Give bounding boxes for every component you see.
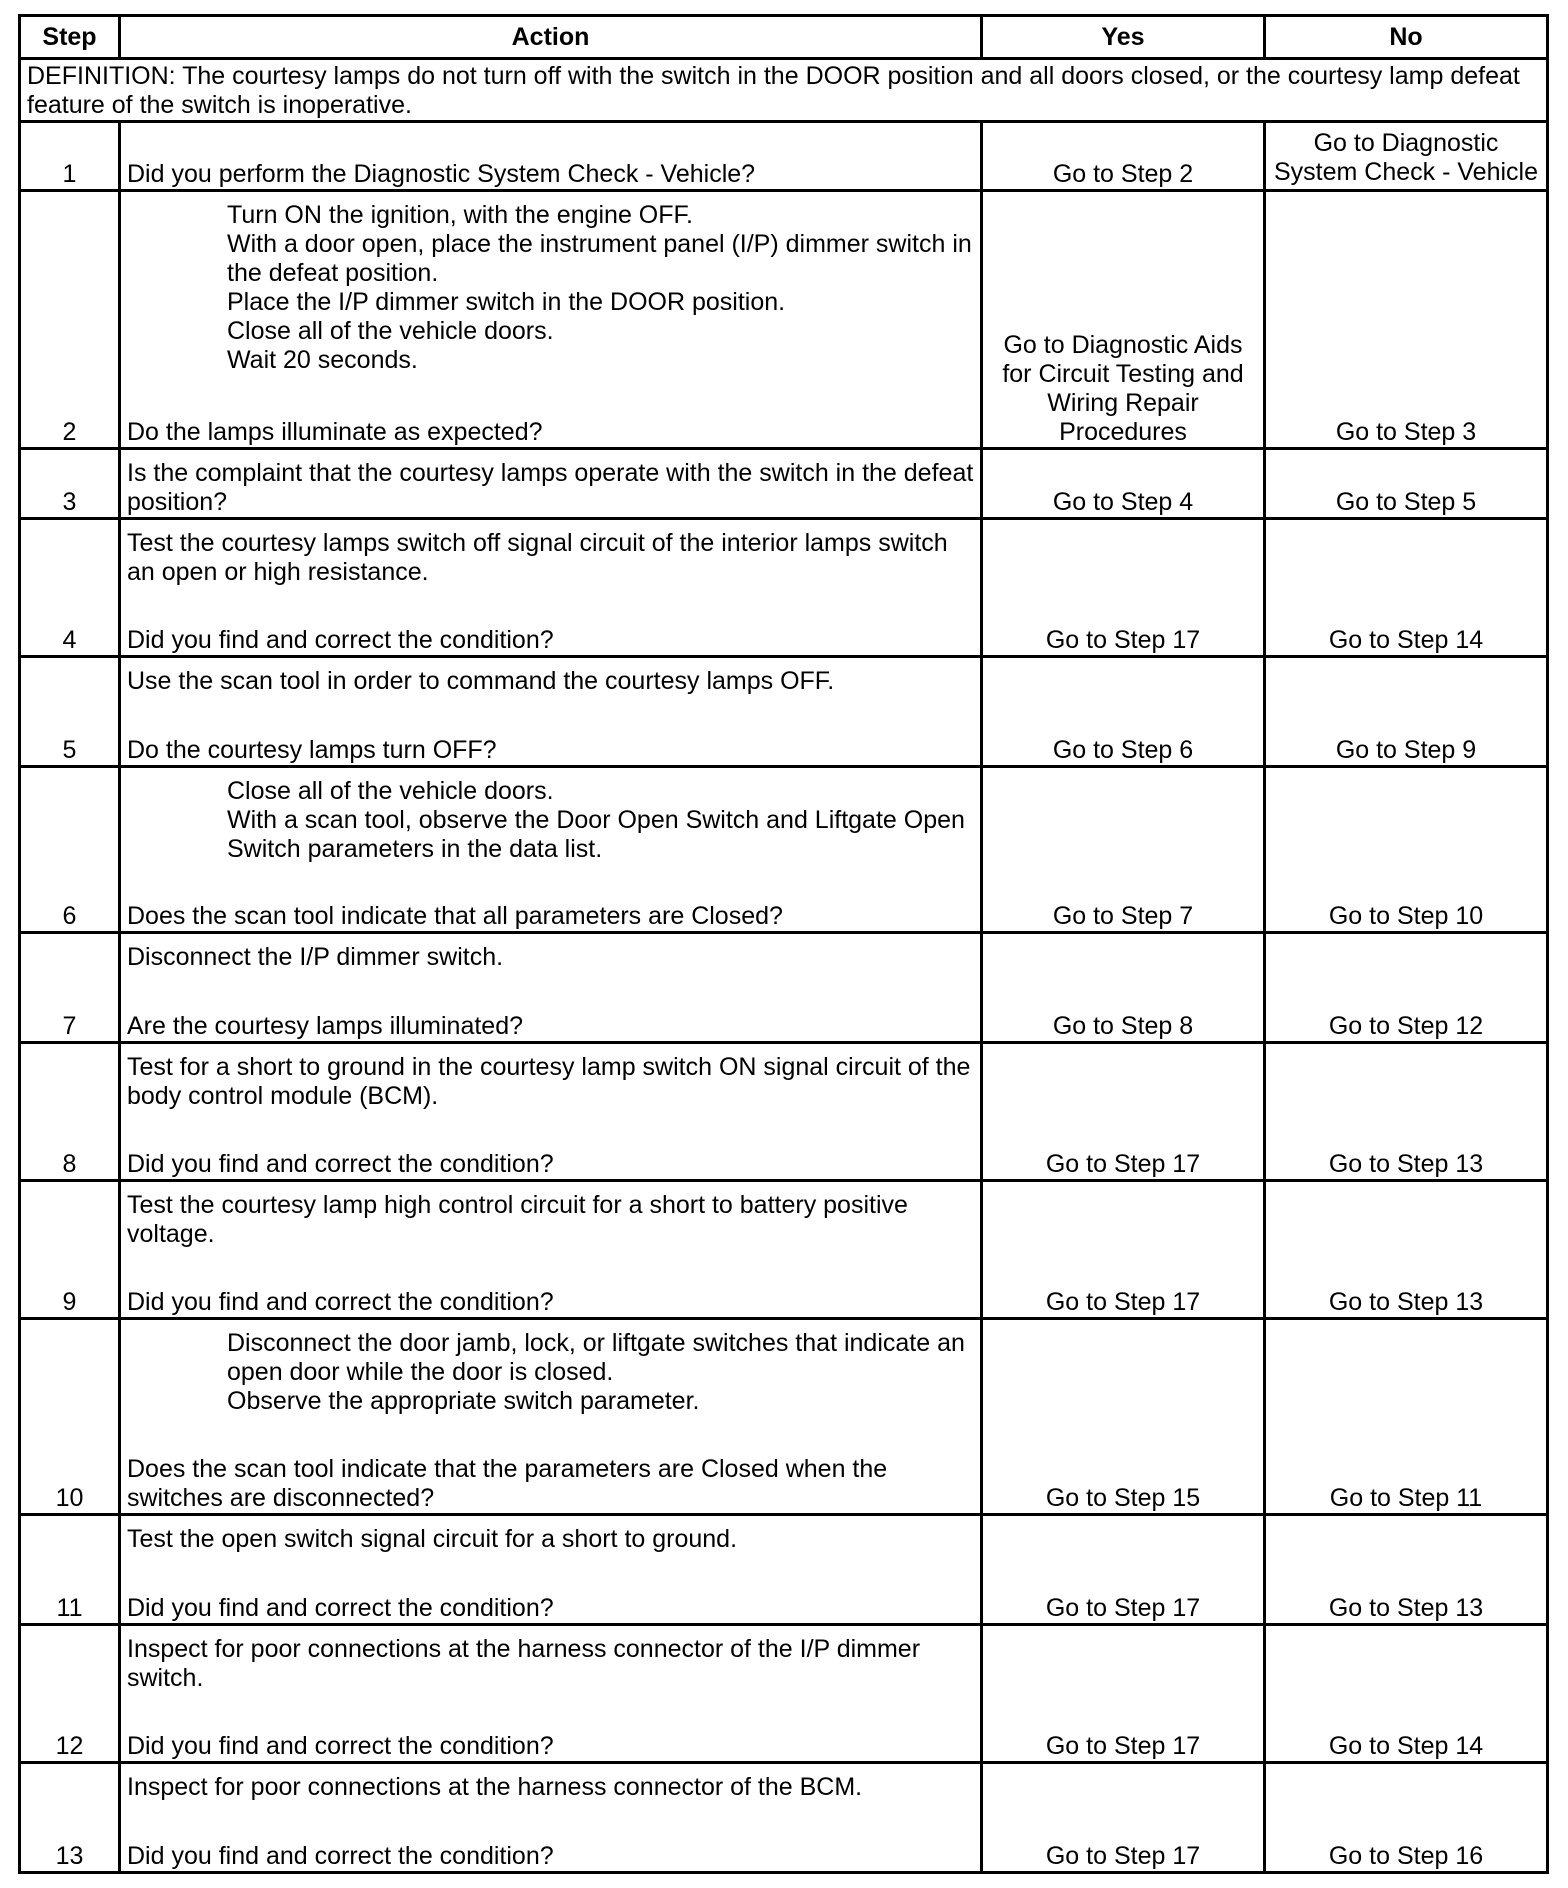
action-question: Are the courtesy lamps illuminated?: [127, 1012, 524, 1040]
no-cell: Go to Step 14: [1265, 1625, 1548, 1763]
action-question: Did you find and correct the condition?: [127, 1594, 554, 1622]
no-cell: Go to Step 14: [1265, 519, 1548, 657]
instruction: Observe the appropriate switch parameter.: [227, 1387, 700, 1415]
header-no: No: [1265, 16, 1548, 59]
instruction: Close all of the vehicle doors.: [227, 777, 554, 805]
header-yes: Yes: [982, 16, 1265, 59]
action-text: Disconnect the I/P dimmer switch.: [127, 943, 504, 971]
action-question: Did you find and correct the condition?: [127, 1732, 554, 1760]
yes-cell: Go to Step 17: [982, 1763, 1265, 1873]
diagnostic-table: [18, 14, 1549, 1874]
no-cell: Go to Diagnostic System Check - Vehicle: [1265, 122, 1548, 191]
action-question: Do the lamps illuminate as expected?: [127, 418, 543, 446]
action-text: Use the scan tool in order to command the courtesy lamps OFF.: [127, 667, 835, 695]
no-cell: Go to Step 16: [1265, 1763, 1548, 1873]
action-text: Inspect for poor connections at the harness connector of the BCM.: [127, 1773, 863, 1801]
action-cell: [120, 1043, 982, 1181]
table-row: [20, 191, 1548, 449]
step-number: 12: [20, 1625, 120, 1763]
instruction: Place the I/P dimmer switch in the DOOR position.: [227, 288, 786, 316]
instruction-list: [127, 1329, 974, 1416]
table-row: [20, 449, 1548, 519]
table-row: [20, 519, 1548, 657]
action-text: Inspect for poor connections at the harness connector of the I/P dimmer switch.: [127, 1635, 921, 1692]
yes-cell: Go to Step 2: [982, 122, 1265, 191]
action-question: Did you find and correct the condition?: [127, 1842, 554, 1870]
action-question: Did you find and correct the condition?: [127, 1288, 554, 1316]
step-number: 11: [20, 1515, 120, 1625]
table-row: [20, 1043, 1548, 1181]
action-cell: [120, 1763, 982, 1873]
table-row: [20, 1763, 1548, 1873]
instruction: Turn ON the ignition, with the engine OFF.: [227, 201, 693, 229]
table-row: [20, 657, 1548, 767]
definition-row: [20, 59, 1548, 122]
instruction-list: [127, 201, 974, 375]
action-question: Did you find and correct the condition?: [127, 1150, 554, 1178]
action-question: Did you perform the Diagnostic System Check - Vehicle?: [127, 160, 756, 188]
no-cell: Go to Step 9: [1265, 657, 1548, 767]
action-text: Test the courtesy lamps switch off signal circuit of the interior lamps switch an open or high resistance.: [127, 529, 948, 586]
yes-cell: Go to Step 4: [982, 449, 1265, 519]
action-text: Test for a short to ground in the courtesy lamp switch ON signal circuit of the body control module (BCM).: [127, 1053, 971, 1110]
instruction-list: [127, 777, 974, 864]
instruction: Disconnect the door jamb, lock, or liftgate switches that indicate an open door while the door is closed.: [227, 1329, 965, 1386]
step-number: 6: [20, 767, 120, 933]
step-number: 7: [20, 933, 120, 1043]
table-row: [20, 1625, 1548, 1763]
yes-cell: Go to Step 15: [982, 1319, 1265, 1515]
yes-cell: Go to Step 8: [982, 933, 1265, 1043]
action-cell: [120, 449, 982, 519]
action-question: Is the complaint that the courtesy lamps operate with the switch in the defeat position?: [127, 459, 974, 516]
action-cell: [120, 933, 982, 1043]
no-cell: Go to Step 13: [1265, 1181, 1548, 1319]
no-cell: Go to Step 11: [1265, 1319, 1548, 1515]
instruction: Wait 20 seconds.: [227, 346, 418, 374]
step-number: 8: [20, 1043, 120, 1181]
action-question: Did you find and correct the condition?: [127, 626, 554, 654]
yes-cell: Go to Step 6: [982, 657, 1265, 767]
yes-cell: Go to Step 17: [982, 519, 1265, 657]
header-action: Action: [120, 16, 982, 59]
instruction: Close all of the vehicle doors.: [227, 317, 554, 345]
step-number: 4: [20, 519, 120, 657]
no-cell: Go to Step 10: [1265, 767, 1548, 933]
header-step: Step: [20, 16, 120, 59]
action-question: Does the scan tool indicate that all parameters are Closed?: [127, 902, 783, 930]
yes-cell: Go to Step 7: [982, 767, 1265, 933]
action-cell: [120, 767, 982, 933]
table-row: [20, 122, 1548, 191]
step-number: 13: [20, 1763, 120, 1873]
table-row: [20, 933, 1548, 1043]
step-number: 9: [20, 1181, 120, 1319]
table-row: [20, 1181, 1548, 1319]
step-number: 2: [20, 191, 120, 449]
no-cell: Go to Step 5: [1265, 449, 1548, 519]
yes-cell: Go to Diagnostic Aids for Circuit Testing and Wiring Repair Procedures: [982, 191, 1265, 449]
action-cell: [120, 191, 982, 449]
table-row: [20, 767, 1548, 933]
yes-cell: Go to Step 17: [982, 1515, 1265, 1625]
action-question: Do the courtesy lamps turn OFF?: [127, 736, 497, 764]
action-cell: [120, 122, 982, 191]
action-cell: [120, 1319, 982, 1515]
no-cell: Go to Step 3: [1265, 191, 1548, 449]
definition-text: DEFINITION: The courtesy lamps do not turn off with the switch in the DOOR position and all doors closed, or the courtesy lamp defeat feature of the switch is inoperative.: [20, 59, 1548, 122]
action-cell: [120, 657, 982, 767]
action-cell: [120, 519, 982, 657]
step-number: 1: [20, 122, 120, 191]
action-text: Test the open switch signal circuit for a short to ground.: [127, 1525, 738, 1553]
yes-cell: Go to Step 17: [982, 1043, 1265, 1181]
yes-cell: Go to Step 17: [982, 1181, 1265, 1319]
table-row: [20, 1319, 1548, 1515]
action-cell: [120, 1181, 982, 1319]
instruction: With a door open, place the instrument panel (I/P) dimmer switch in the defeat position.: [227, 230, 972, 287]
no-cell: Go to Step 13: [1265, 1515, 1548, 1625]
no-cell: Go to Step 13: [1265, 1043, 1548, 1181]
header-row: [20, 16, 1548, 59]
step-number: 5: [20, 657, 120, 767]
no-cell: Go to Step 12: [1265, 933, 1548, 1043]
action-cell: [120, 1625, 982, 1763]
table-row: [20, 1515, 1548, 1625]
action-question: Does the scan tool indicate that the parameters are Closed when the switches are disconnected?: [127, 1455, 888, 1512]
step-number: 10: [20, 1319, 120, 1515]
yes-cell: Go to Step 17: [982, 1625, 1265, 1763]
action-text: Test the courtesy lamp high control circuit for a short to battery positive voltage.: [127, 1191, 908, 1248]
step-number: 3: [20, 449, 120, 519]
instruction: With a scan tool, observe the Door Open Switch and Liftgate Open Switch parameters in the data list.: [227, 806, 965, 863]
action-cell: [120, 1515, 982, 1625]
